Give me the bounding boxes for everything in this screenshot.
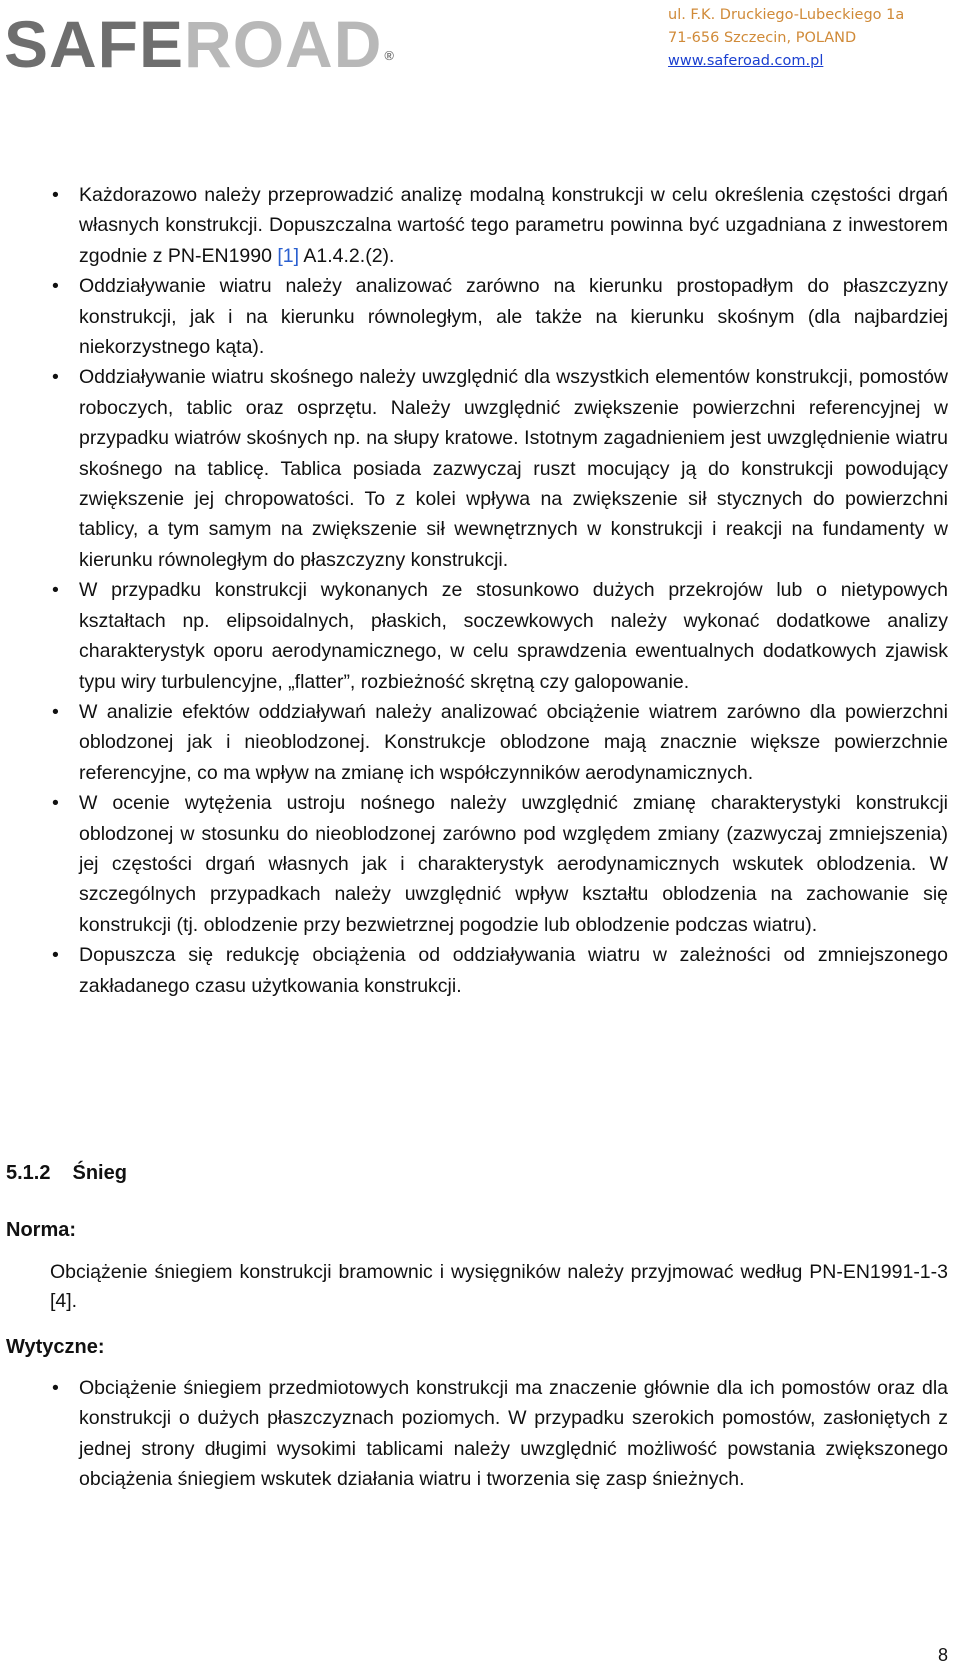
reference-link[interactable]: [1] [277, 244, 300, 267]
list-item [0, 362, 960, 575]
list-item [0, 1373, 960, 1495]
company-address [668, 4, 904, 73]
section-heading [6, 1162, 127, 1185]
bullet-icon: • [52, 792, 59, 815]
page-header [0, 0, 960, 90]
section-number: 5.1.2 [6, 1162, 51, 1184]
list-item [0, 271, 960, 362]
wind-guidelines-list [0, 180, 960, 1001]
list-item [0, 940, 960, 1001]
list-item-text: W ocenie wytężenia ustroju nośnego należy uwzględnić zmianę charakterystyki konstrukcji oblodzonej w stosunku do nieoblodzonej zarówno pod względem zmiany (zazwyczaj zmniejszenia) jej częstości drgań własnych jak i charakterystyk aerodynamicznych wskutek oblodzenia. W szczególnych przypadkach należy uwzględnić wpływ kształtu oblodzenia na zachowanie się konstrukcji (tj. oblodzenie przy bezwietrznej pogodzie lub oblodzenie podczas wiatru). [79, 792, 948, 936]
saferoad-logo [4, 4, 395, 84]
list-item [0, 180, 960, 271]
bullet-icon: • [52, 700, 59, 723]
website-link[interactable]: www.saferoad.com.pl [668, 53, 824, 69]
list-item-text: W przypadku konstrukcji wykonanych ze stosunkowo dużych przekrojów lub o nietypowych kształtach np. elipsoidalnych, płaskich, soczewkowych należy wykonać dodatkowe analizy charakterystyk oporu aerodynamicznego, w celu sprawdzenia ewentualnych dodatkowych zjawisk typu wiry turbulencyjne, „flatter”, rozbieżność skrętną czy galopowanie. [79, 579, 948, 693]
list-item-text: Dopuszcza się redukcję obciążenia od oddziaływania wiatru w zależności od zmniejszonego zakładanego czasu użytkowania konstrukcji. [79, 944, 948, 997]
section-title: Śnieg [72, 1162, 127, 1184]
wytyczne-label: Wytyczne: [6, 1336, 105, 1358]
address-street: ul. F.K. Druckiego-Lubeckiego 1a [668, 7, 905, 23]
list-item-text: Oddziaływanie wiatru należy analizować zarówno na kierunku prostopadłym do płaszczyzny konstrukcji, jak i na kierunku równoległym, ale także na kierunku skośnym (dla najbardziej niekorzystnego kąta). [79, 275, 948, 359]
bullet-icon: • [52, 275, 59, 298]
snow-guidelines-list [0, 1373, 960, 1495]
bullet-icon: • [52, 944, 59, 967]
list-item-text: W analizie efektów oddziaływań należy analizować obciążenie wiatrem zarówno dla powierzchni oblodzonej jak i nieoblodzonej. Konstrukcje oblodzone mają znacznie większe powierzchnie referencyjne, co ma wpływ na zmianę ich współczynników aerodynamicznych. [79, 700, 948, 784]
logo-road: ROAD [184, 7, 383, 81]
list-item-text-end: A1.4.2.(2). [299, 244, 395, 267]
list-item [0, 697, 960, 788]
snow-guidelines [0, 1373, 960, 1495]
list-item [0, 788, 960, 940]
document-body [0, 180, 960, 1001]
logo-safe: SAFE [4, 7, 185, 81]
page-number: 8 [937, 1645, 948, 1665]
norma-label: Norma: [6, 1219, 77, 1241]
list-item [0, 575, 960, 697]
registered-mark: ® [384, 48, 395, 63]
bullet-icon: • [52, 1377, 59, 1399]
list-item-text: Oddziaływanie wiatru skośnego należy uwzględnić dla wszystkich elementów konstrukcji, pomostów roboczych, tablic oraz osprzętu. Należy uwzględnić zwiększenie powierzchni referencyjnej w przypadku wiatrów skośnych np. na słupy kratowe. Istotnym zagadnieniem jest uwzględnienie wiatru skośnego na tablicę. Tablica posiada zazwyczaj ruszt mocujący ją do konstrukcji powodujący zwiększenie jej chropowatości. To z kolei wpływa na zwiększenie sił stycznych do powierzchni tablicy, a tym samym na zwiększenie sił wewnętrznych w konstrukcji i reakcji na fundamenty w kierunku równoległym do płaszczyzny konstrukcji. [79, 366, 948, 571]
norma-text: Obciążenie śniegiem konstrukcji bramownic i wysięgników należy przyjmować według PN-EN1991-1-3 [4]. [50, 1261, 948, 1312]
list-item-text: Obciążenie śniegiem przedmiotowych konstrukcji ma znaczenie głównie dla ich pomostów oraz dla konstrukcji o dużych płaszczyznach poziomych. W przypadku szerokich pomostów, zasłoniętych z jednej strony długimi wysokimi tablicami należy uwzględnić możliwość powstania zwiększonego obciążenia śniegiem wskutek działania wiatru i tworzenia się zasp śnieżnych. [79, 1377, 948, 1491]
bullet-icon: • [52, 184, 59, 206]
bullet-icon: • [52, 366, 59, 389]
list-item-text: Każdorazowo należy przeprowadzić analizę modalną konstrukcji w celu określenia częstości drgań własnych konstrukcji. Dopuszczalna wartość tego parametru powinna być uzgadniana z inwestorem zgodnie z PN-EN1990 [79, 184, 948, 267]
bullet-icon: • [52, 579, 59, 602]
address-city: 71-656 Szczecin, POLAND [668, 30, 857, 46]
